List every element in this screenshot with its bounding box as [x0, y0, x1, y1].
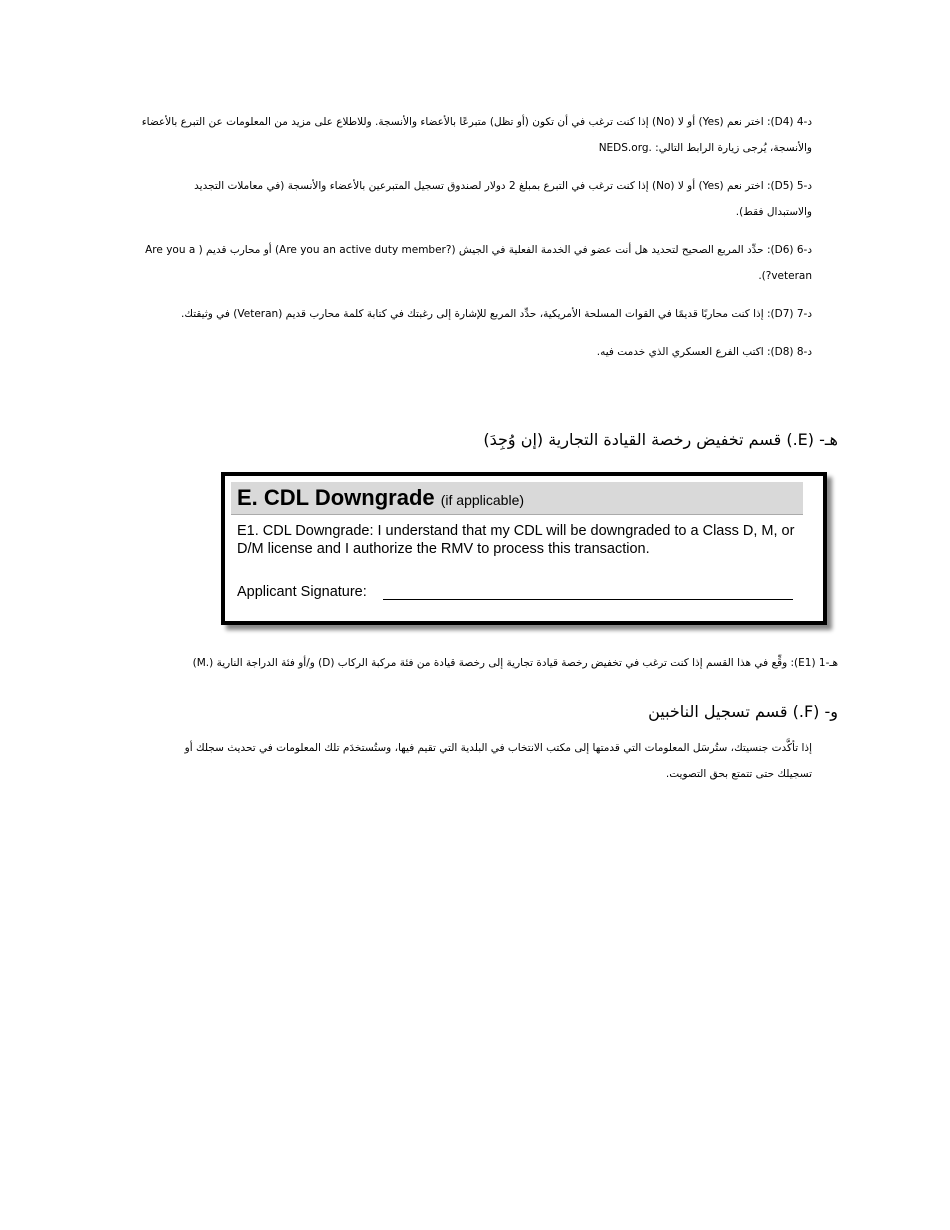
- form-body: E1. CDL Downgrade: I understand that my CDL will be downgraded to a Class D, M, or D/M license and I authorize the RMV to process this transaction.: [237, 523, 795, 557]
- signature-line: [383, 599, 793, 600]
- f-line-1: إذا تأكَّدت جنسيتك، ستُرسَل المعلومات التي قدمتها إلى مكتب الانتخاب في البلدية التي تقيم فيها، وستُستخدَم تلك المعلومات في تحديث سجلك أو: [184, 742, 812, 754]
- d4-line-2: والأنسجة، يُرجى زيارة الرابط التالي: .NEDS.org: [598, 142, 812, 154]
- section-e-heading: هـ- (E.) قسم تخفيض رخصة القيادة التجارية (إن وُجِدَ): [483, 430, 838, 449]
- form-title-note: (if applicable): [440, 492, 525, 508]
- d5-line-1: د-5 (D5): اختر نعم (Yes) أو لا (No) إذا كنت ترغب في التبرع بمبلغ 2 دولار لصندوق تسجيل المتبرعين بالأعضاء والأنسجة (في معاملات التجديد: [194, 180, 812, 192]
- d8-text: د-8 (D8): اكتب الفرع العسكري الذي خدمت فيه.: [596, 346, 812, 358]
- form-title: E. CDL Downgrade: [237, 485, 435, 510]
- d5-line-2: والاستبدال فقط).: [735, 206, 812, 218]
- d4-line-1: د-4 (D4): اختر نعم (Yes) أو لا (No) إذا كنت ترغب في أن تكون (أو تظل) متبرعًا بالأعضاء والأنسجة. وللاطلاع على مزيد من المعلومات عن التبرع بالأعضاء: [141, 116, 812, 128]
- f-line-2: تسجيلك حتى تتمتع بحق التصويت.: [665, 768, 812, 780]
- d7-text: د-7 (D7): إذا كنت محاربًا قديمًا في القوات المسلحة الأمريكية، حدِّد المربع للإشارة إلى رغبتك في كتابة كلمة محارب قديم (Veteran) في وثيقتك.: [181, 308, 812, 320]
- d6-line-1: د-6 (D6): حدِّد المربع الصحيح لتحديد هل أنت عضو في الخدمة الفعلية في الجيش (?Are you an active duty member) أو محارب قديم ( Are you a: [145, 244, 812, 256]
- signature-label: Applicant Signature:: [237, 584, 367, 600]
- e1-text: هـ-1 (E1): وقِّع في هذا القسم إذا كنت ترغب في تخفيض رخصة قيادة تجارية إلى رخصة قيادة من فئة مركبة الركاب (D) و/أو فئة الدراجة النارية (.M): [192, 657, 838, 669]
- section-f-heading: و- (F.) قسم تسجيل الناخبين: [648, 702, 838, 721]
- d6-line-2: veteran?).: [758, 270, 812, 282]
- cdl-downgrade-form-image: [221, 472, 827, 625]
- form-header-bar: [231, 482, 803, 515]
